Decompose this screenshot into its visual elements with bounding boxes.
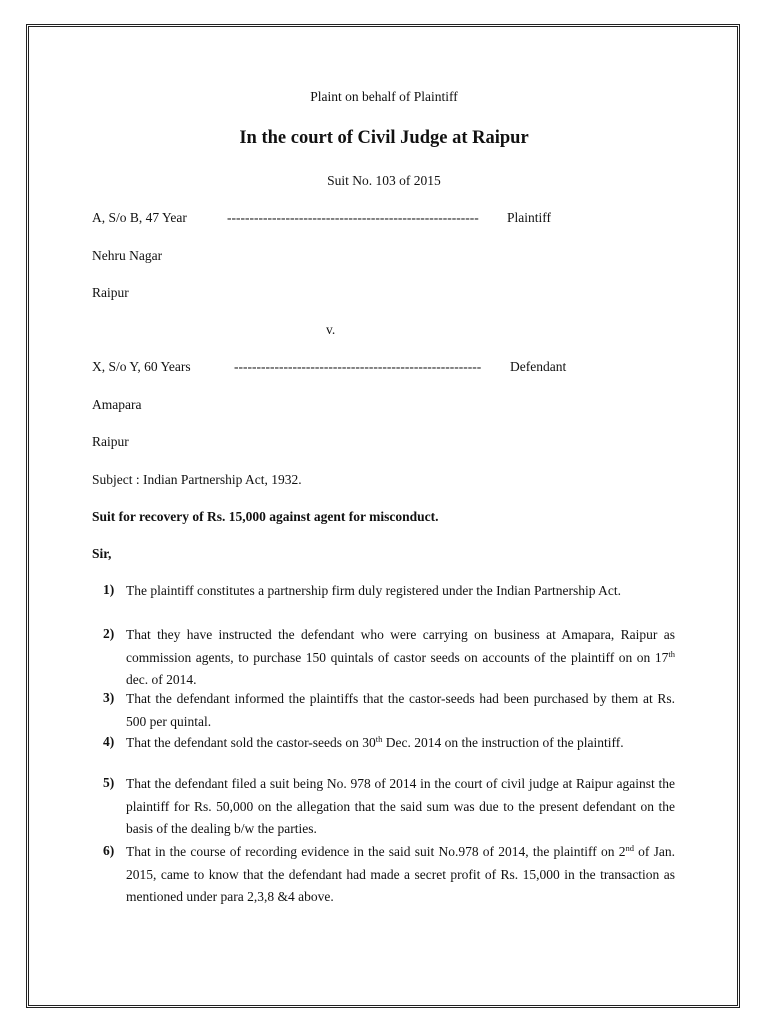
salutation: Sir, [92,546,112,561]
defendant-role: Defendant [510,359,567,374]
paragraph-2-text [126,624,675,692]
paragraph-6-superscript: nd [625,843,634,853]
paragraph-2-superscript: th [668,648,675,659]
paragraph-3-text: That the defendant informed the plaintiffs that the castor-seeds had been purchased by them at Rs. 500 per quintal. [126,691,675,729]
paragraph-4-number: 4) [103,734,115,749]
plaintiff-role: Plaintiff [507,210,552,225]
paragraph-6-text-a: That in the course of recording evidence in the said suit No.978 of 2014, the plaintiff on 2 [126,844,626,859]
defendant-address-line2: Raipur [92,434,129,449]
subject-line: Subject : Indian Partnership Act, 1932. [92,472,302,487]
suit-for-line: Suit for recovery of Rs. 15,000 against agent for misconduct. [92,509,439,524]
paragraph-4-superscript: th [375,734,383,744]
defendant-address-line1: Amapara [92,397,142,412]
paragraph-5-number: 5) [103,775,115,790]
plaint-caption: Plaint on behalf of Plaintiff [310,89,458,104]
plaintiff-address-line2: Raipur [92,285,129,300]
paragraph-6-text [126,841,675,909]
plaintiff-address-line1: Nehru Nagar [92,248,163,263]
paragraph-4-text-b: Dec. 2014 on the instruction of the plaintiff. [382,735,624,750]
defendant-dashes: ------------------------------------------------------- [234,359,482,374]
plaintiff-dashes: -------------------------------------------------------- [227,210,479,225]
plaintiff-name: A, S/o B, 47 Year [92,210,187,225]
paragraph-2-text-b: dec. of 2014. [126,672,197,687]
paragraph-4-text [126,732,675,755]
paragraph-4-text-a: That the defendant sold the castor-seeds on 30 [126,735,376,750]
paragraph-1-text: The plaintiff constitutes a partnership firm duly registered under the Indian Partnership Act. [126,583,621,598]
paragraph-6-number: 6) [103,843,115,858]
paragraph-1-number: 1) [103,582,115,597]
court-title: In the court of Civil Judge at Raipur [239,128,529,148]
paragraph-2-text-a: That they have instructed the defendant who were carrying on business at Amapara, Raipur as commission agents, to purchase 150 quintals of castor seeds on accounts of the plaintiff on on 17 [126,627,675,665]
paragraph-5-text: That the defendant filed a suit being No. 978 of 2014 in the court of civil judge at Raipur against the plaintiff for Rs. 50,000 on the allegation that the said sum was due to the present defendant on the basis of the dealing b/w the parties. [126,776,675,836]
paragraph-2-number: 2) [103,626,115,641]
suit-number: Suit No. 103 of 2015 [327,173,441,188]
versus: v. [326,322,336,337]
paragraph-3-number: 3) [103,690,115,705]
defendant-name: X, S/o Y, 60 Years [92,359,191,374]
paragraph-6-text-b: of Jan. 2015, came to know that the defendant had made a secret profit of Rs. 15,000 in the transaction as mentioned under para 2,3,8 &4 above. [126,844,675,904]
